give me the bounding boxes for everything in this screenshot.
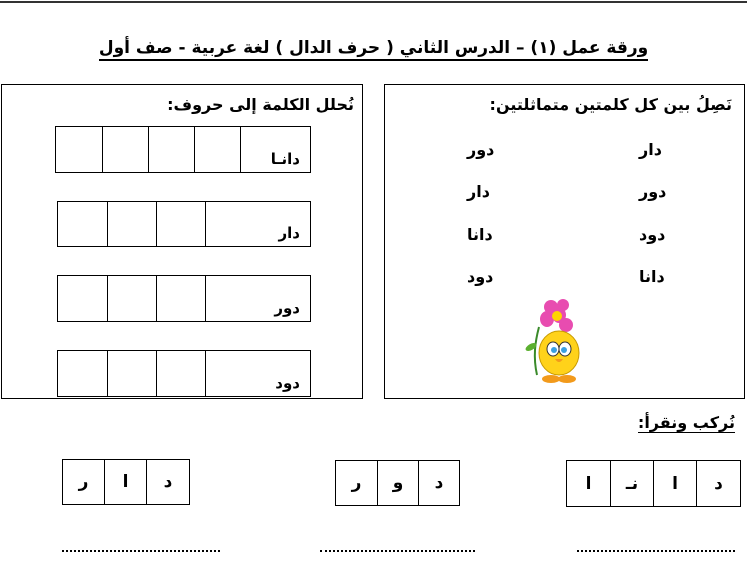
letter-box[interactable] — [108, 351, 157, 396]
match-heading: نَصِلُ بين كل كلمتين متماثلتين: — [489, 95, 732, 114]
letter-tile: ر — [336, 461, 378, 505]
letter-box[interactable] — [58, 351, 108, 396]
answer-line-1[interactable] — [577, 550, 735, 552]
letter-box[interactable] — [149, 127, 195, 172]
analyze-row-1 — [55, 126, 311, 173]
worksheet-title — [0, 38, 747, 58]
word-box — [206, 351, 310, 396]
letter-box[interactable] — [58, 276, 108, 321]
letter-box[interactable] — [157, 276, 206, 321]
word-box — [206, 276, 310, 321]
worksheet-title-text: ورقة عمل (١) – الدرس الثاني ( حرف الدال ) لغة عربية - صف أول — [99, 38, 648, 61]
analyze-row-3 — [57, 275, 311, 322]
top-border-line — [0, 1, 747, 3]
match-left-word-3[interactable]: دانا — [467, 225, 493, 244]
analyze-word-3: دور — [274, 299, 300, 317]
compose-group-1 — [566, 460, 741, 507]
letter-tile: د — [163, 472, 173, 492]
match-panel — [384, 84, 745, 399]
match-right-word-4[interactable]: دانا — [639, 267, 665, 286]
letter-tile: ا — [567, 461, 611, 506]
bird-with-flower-illustration — [521, 297, 585, 387]
letter-tile: د — [714, 473, 723, 494]
word-box — [241, 127, 310, 172]
analyze-panel — [1, 84, 363, 399]
letter-tile: ا — [654, 461, 697, 506]
match-left-word-2[interactable]: دار — [467, 182, 490, 201]
answer-line-2[interactable] — [320, 550, 475, 552]
analyze-word-2: دار — [278, 224, 300, 242]
letter-box[interactable] — [58, 202, 108, 246]
letter-tile: نـ — [611, 461, 654, 506]
letter-box[interactable] — [108, 276, 157, 321]
letter-box[interactable] — [103, 127, 149, 172]
analyze-word-1: دانـا — [270, 150, 300, 168]
word-box — [206, 202, 310, 246]
compose-group-2 — [335, 460, 460, 506]
compose-group-3 — [62, 459, 190, 505]
letter-box[interactable] — [157, 202, 206, 246]
analyze-row-4 — [57, 350, 311, 397]
letter-tile: و — [378, 461, 419, 505]
letter-tile: ا — [105, 460, 147, 504]
letter-tile: د — [434, 473, 444, 493]
match-right-word-2[interactable]: دور — [639, 182, 667, 201]
letter-tile: ر — [63, 460, 105, 504]
compose-heading: نُركب ونقرأ: — [637, 413, 735, 432]
letter-box[interactable] — [195, 127, 241, 172]
letter-box[interactable] — [56, 127, 103, 172]
match-right-word-1[interactable]: دار — [639, 140, 662, 159]
match-right-word-3[interactable]: دود — [639, 225, 666, 244]
analyze-row-2 — [57, 201, 311, 247]
answer-line-3[interactable] — [62, 550, 220, 552]
analyze-heading: نُحلل الكلمة إلى حروف: — [167, 95, 354, 114]
analyze-word-4: دود — [275, 374, 300, 392]
match-left-word-4[interactable]: دود — [467, 267, 494, 286]
match-left-word-1[interactable]: دور — [467, 140, 495, 159]
letter-box[interactable] — [108, 202, 157, 246]
letter-box[interactable] — [157, 351, 206, 396]
